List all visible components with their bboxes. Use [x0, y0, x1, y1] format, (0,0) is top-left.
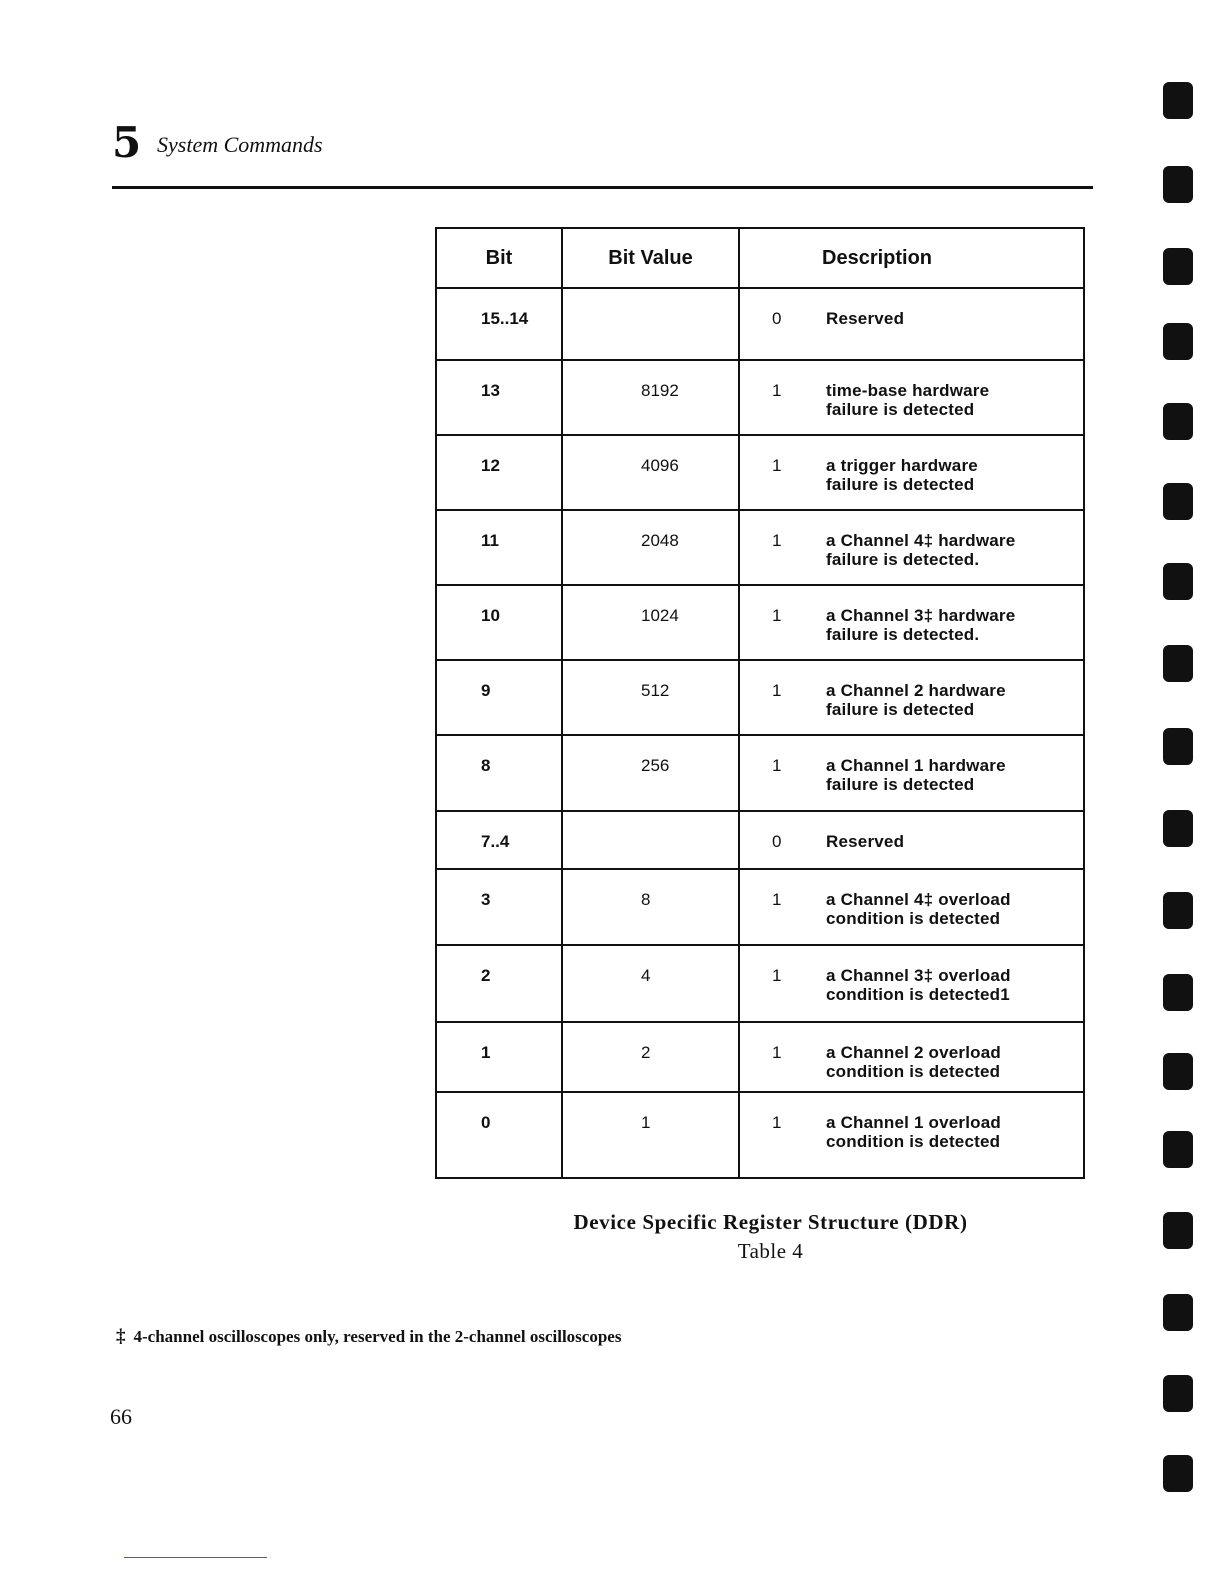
- cell-bit-value: 4: [562, 945, 739, 1022]
- cell-bit: 9: [436, 660, 562, 735]
- cell-bit: 13: [436, 360, 562, 435]
- description-text: a Channel 3‡ overload condition is detected1: [826, 966, 1011, 1004]
- cell-description: [739, 1092, 1084, 1178]
- cell-description: [739, 869, 1084, 945]
- cell-description: [739, 288, 1084, 360]
- cell-bit-value: 8: [562, 869, 739, 945]
- table-caption: [548, 1210, 993, 1264]
- cell-bit-value: 8192: [562, 360, 739, 435]
- description-text: a Channel 1 hardware failure is detected: [826, 756, 1006, 794]
- cell-bit: 12: [436, 435, 562, 510]
- binding-mark: [1163, 728, 1193, 765]
- chapter-title: System Commands: [157, 132, 323, 157]
- cell-description: [739, 1022, 1084, 1092]
- cell-description: [739, 360, 1084, 435]
- header-description: Description: [739, 228, 1084, 288]
- cell-bit-value: [562, 811, 739, 869]
- cell-bit: 11: [436, 510, 562, 585]
- description-text: a Channel 3‡ hardware failure is detected.: [826, 606, 1016, 644]
- description-text: a Channel 4‡ hardware failure is detected.: [826, 531, 1016, 569]
- binding-mark: [1163, 403, 1193, 440]
- table-row: [436, 1092, 1084, 1178]
- cell-bit: 3: [436, 869, 562, 945]
- description-text: a trigger hardware failure is detected: [826, 456, 978, 494]
- table-header-row: [436, 228, 1084, 288]
- binding-marks: [1163, 0, 1203, 1584]
- table-row: [436, 288, 1084, 360]
- cell-description: [739, 585, 1084, 660]
- cell-bit-value: [562, 288, 739, 360]
- table-row: [436, 510, 1084, 585]
- description-flag: 1: [772, 1113, 782, 1132]
- description-flag: 0: [772, 309, 782, 328]
- cell-description: [739, 510, 1084, 585]
- table-row: [436, 435, 1084, 510]
- description-flag: 1: [772, 1043, 782, 1062]
- description-text: a Channel 4‡ overload condition is detected: [826, 890, 1011, 928]
- cell-description: [739, 435, 1084, 510]
- chapter-number: 5: [112, 118, 142, 167]
- cell-bit: 7..4: [436, 811, 562, 869]
- description-flag: 1: [772, 531, 782, 550]
- header-rule: [112, 186, 1093, 189]
- binding-mark: [1163, 82, 1193, 119]
- cell-bit-value: 1: [562, 1092, 739, 1178]
- binding-mark: [1163, 563, 1193, 600]
- binding-mark: [1163, 1131, 1193, 1168]
- binding-mark: [1163, 1212, 1193, 1249]
- binding-mark: [1163, 1455, 1193, 1492]
- page-number: 66: [110, 1404, 132, 1429]
- cell-bit: 10: [436, 585, 562, 660]
- description-flag: 1: [772, 381, 782, 400]
- cell-description: [739, 735, 1084, 811]
- ddr-register-table: [435, 227, 1085, 1179]
- description-flag: 1: [772, 890, 782, 909]
- table-row: [436, 360, 1084, 435]
- table-row: [436, 660, 1084, 735]
- description-text: Reserved: [826, 309, 905, 328]
- description-flag: 1: [772, 681, 782, 700]
- caption-title: Device Specific Register Structure (DDR): [573, 1210, 968, 1234]
- cell-bit-value: 2: [562, 1022, 739, 1092]
- binding-mark: [1163, 645, 1193, 682]
- binding-mark: [1163, 323, 1193, 360]
- table-row: [436, 585, 1084, 660]
- binding-mark: [1163, 810, 1193, 847]
- cell-bit: 0: [436, 1092, 562, 1178]
- cell-bit-value: 256: [562, 735, 739, 811]
- description-text: a Channel 1 overload condition is detected: [826, 1113, 1001, 1151]
- cell-bit: 2: [436, 945, 562, 1022]
- cell-description: [739, 660, 1084, 735]
- cell-bit: 8: [436, 735, 562, 811]
- bottom-link-underline: [124, 1557, 267, 1558]
- footnote-text: 4-channel oscilloscopes only, reserved in the 2-channel oscilloscopes: [133, 1327, 622, 1346]
- description-text: a Channel 2 hardware failure is detected: [826, 681, 1006, 719]
- description-flag: 1: [772, 756, 782, 775]
- header-bit: Bit: [436, 228, 562, 288]
- cell-description: [739, 811, 1084, 869]
- binding-mark: [1163, 1053, 1193, 1090]
- binding-mark: [1163, 248, 1193, 285]
- description-text: Reserved: [826, 832, 905, 851]
- cell-description: [739, 945, 1084, 1022]
- table-row: [436, 735, 1084, 811]
- cell-bit-value: 1024: [562, 585, 739, 660]
- description-text: a Channel 2 overload condition is detected: [826, 1043, 1001, 1081]
- footnote: [116, 1326, 621, 1348]
- table-row: [436, 945, 1084, 1022]
- table-row: [436, 811, 1084, 869]
- description-flag: 1: [772, 456, 782, 475]
- binding-mark: [1163, 166, 1193, 203]
- description-text: time-base hardware failure is detected: [826, 381, 990, 419]
- cell-bit-value: 2048: [562, 510, 739, 585]
- footnote-mark: ‡: [116, 1326, 126, 1347]
- binding-mark: [1163, 1375, 1193, 1412]
- binding-mark: [1163, 892, 1193, 929]
- caption-subtitle: Table 4: [737, 1239, 804, 1263]
- description-flag: 1: [772, 606, 782, 625]
- cell-bit: 1: [436, 1022, 562, 1092]
- cell-bit-value: 512: [562, 660, 739, 735]
- cell-bit: 15..14: [436, 288, 562, 360]
- binding-mark: [1163, 974, 1193, 1011]
- description-flag: 0: [772, 832, 782, 851]
- binding-mark: [1163, 1294, 1193, 1331]
- binding-mark: [1163, 483, 1193, 520]
- header-bit-value: Bit Value: [562, 228, 739, 288]
- table-row: [436, 869, 1084, 945]
- cell-bit-value: 4096: [562, 435, 739, 510]
- description-flag: 1: [772, 966, 782, 985]
- table-row: [436, 1022, 1084, 1092]
